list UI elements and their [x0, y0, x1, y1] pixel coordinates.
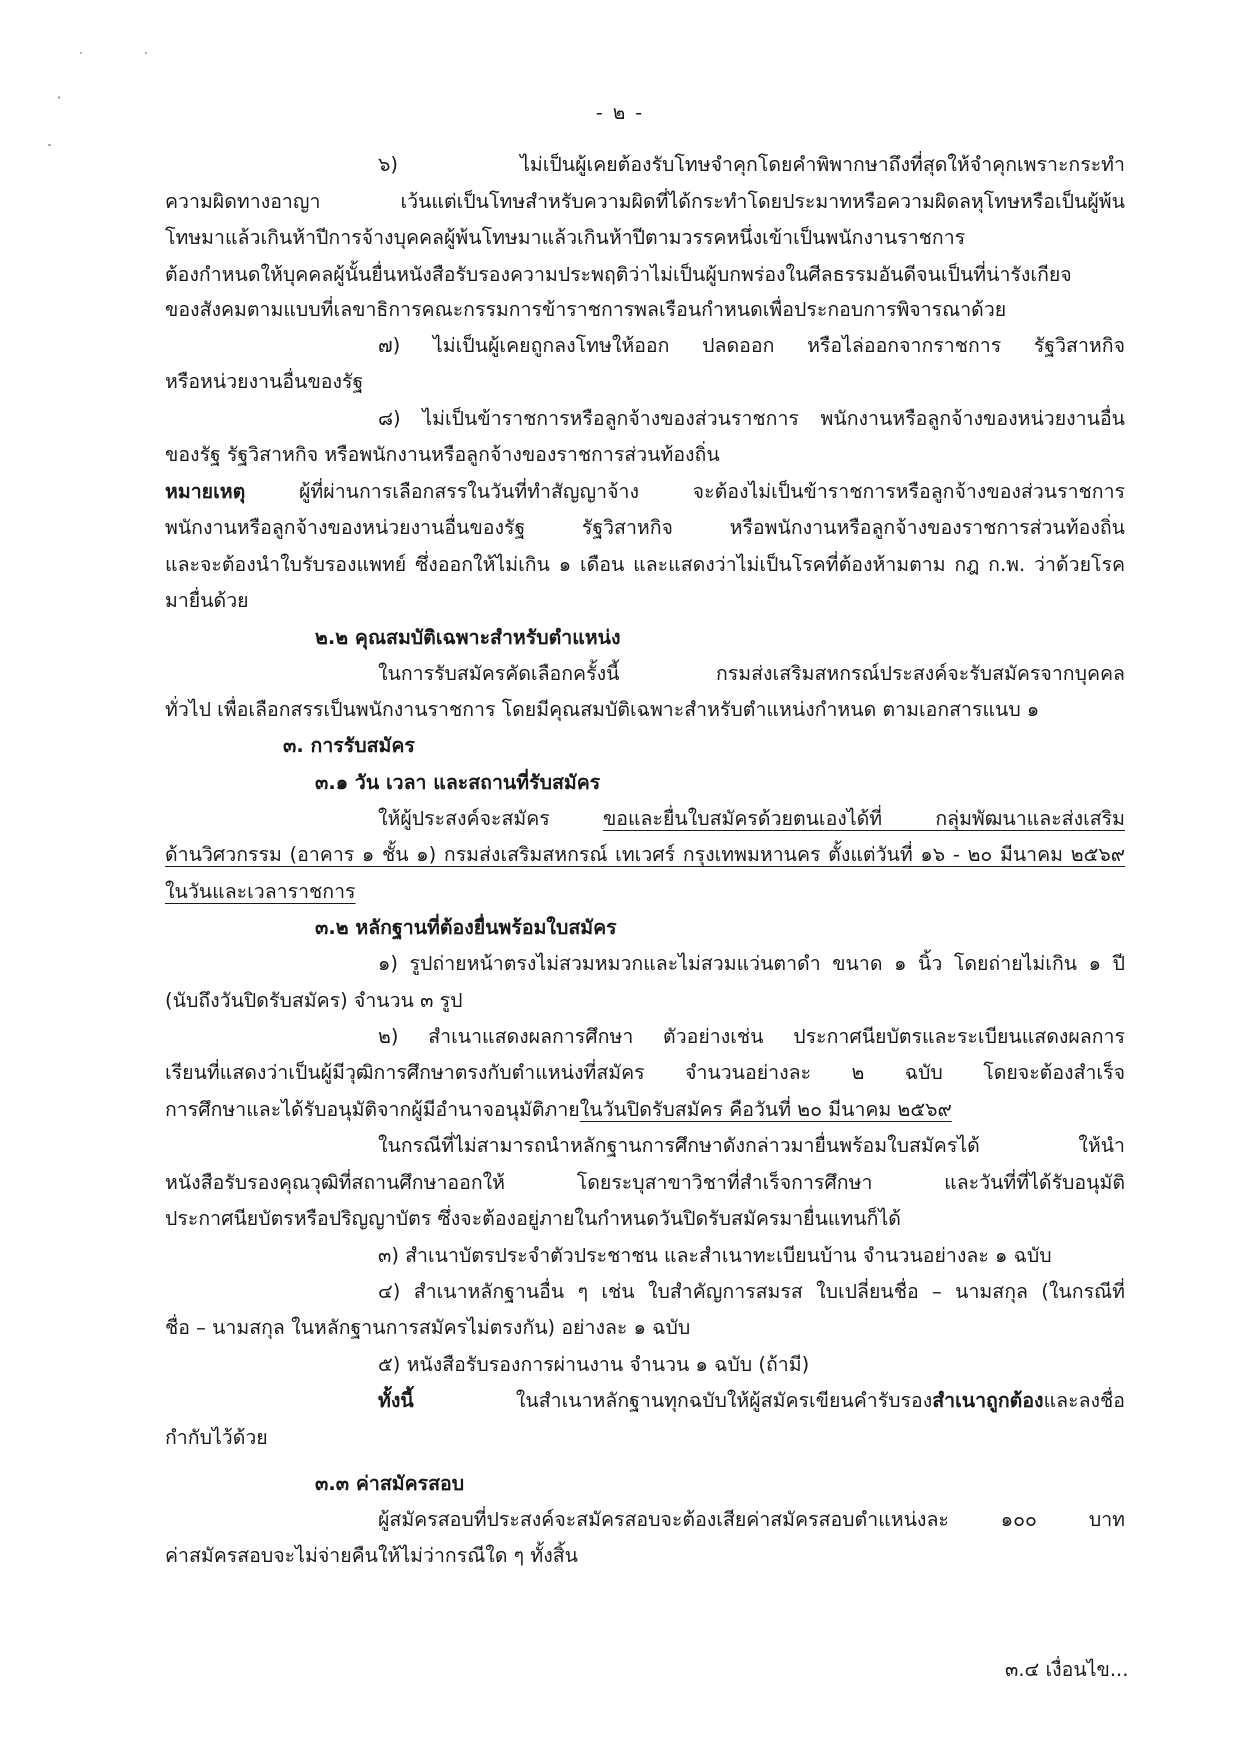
text-line: ชื่อ – นามสกุล ในหลักฐานการสมัครไม่ตรงกัน) อย่างละ ๑ ฉบับ	[165, 1316, 691, 1339]
section-heading: ๓.๑ วัน เวลา และสถานที่รับสมัคร	[315, 771, 601, 794]
scan-speck	[48, 144, 51, 146]
scan-speck	[80, 52, 82, 54]
continuation-note: ๓.๔ เงื่อนไข...	[1005, 1658, 1129, 1681]
underlined-text: ขอและยื่นใบสมัครด้วยตนเองได้ที่ กลุ่มพัฒนาและส่งเสริม	[602, 807, 1125, 830]
text-line: หรือหน่วยงานอื่นของรัฐ	[165, 370, 364, 393]
section-heading: ๓.๒ หลักฐานที่ต้องยื่นพร้อมใบสมัคร	[315, 916, 617, 939]
text-line: กำกับไว้ด้วย	[165, 1426, 268, 1449]
text-line: ทั่วไป เพื่อเลือกสรรเป็นพนักงานราชการ โดยมีคุณสมบัติเฉพาะสำหรับตำแหน่งกำหนด ตามเอกสารแนบ ๑	[165, 698, 1040, 721]
underlined-text: ในวันปิดรับสมัคร คือวันที่ ๒๐ มีนาคม ๒๕๖๙	[579, 1098, 952, 1121]
text-line: ๗) ไม่เป็นผู้เคยถูกลงโทษให้ออก ปลดออก หรือไล่ออกจากราชการ รัฐวิสาหกิจ	[378, 334, 1125, 357]
text-span: การศึกษาและได้รับอนุมัติจากผู้มีอำนาจอนุมัติภาย	[165, 1098, 580, 1121]
text-line: ๔) สำเนาหลักฐานอื่น ๆ เช่น ใบสำคัญการสมรส ใบเปลี่ยนชื่อ – นามสกุล (ในกรณีที่	[378, 1280, 1125, 1303]
text-span: ให้ผู้ประสงค์จะสมัคร	[378, 807, 603, 830]
text-line	[165, 1092, 1125, 1128]
text-line: ๘) ไม่เป็นข้าราชการหรือลูกจ้างของส่วนราชการ พนักงานหรือลูกจ้างของหน่วยงานอื่น	[378, 407, 1125, 430]
text-line	[165, 474, 1125, 510]
bold-text: สำเนาถูกต้อง	[932, 1389, 1044, 1412]
text-line: เรียนที่แสดงว่าเป็นผู้มีวุฒิการศึกษาตรงกับตำแหน่งที่สมัคร จำนวนอย่างละ ๒ ฉบับ โดยจะต้องสำเร็จ	[165, 1061, 1125, 1084]
text-line: ๓) สำเนาบัตรประจำตัวประชาชน และสำเนาทะเบียนบ้าน จำนวนอย่างละ ๑ ฉบับ	[378, 1244, 1052, 1267]
text-line: ๑) รูปถ่ายหน้าตรงไม่สวมหมวกและไม่สวมแว่นตาดำ ขนาด ๑ นิ้ว โดยถ่ายไม่เกิน ๑ ปี	[378, 952, 1125, 975]
text-line: พนักงานหรือลูกจ้างของหน่วยงานอื่นของรัฐ รัฐวิสาหกิจ หรือพนักงานหรือลูกจ้างของราชการส่วนท้องถิ่น	[165, 516, 1125, 539]
underlined-text: ด้านวิศวกรรม (อาคาร ๑ ชั้น ๑) กรมส่งเสริมสหกรณ์ เทเวศร์ กรุงเทพมหานคร ตั้งแต่วันที่ ๑๖ - ๒๐ มีนาคม ๒๕๖๙	[165, 843, 1125, 866]
scan-speck	[145, 52, 147, 54]
scan-speck	[58, 96, 60, 99]
text-line: ต้องกำหนดให้บุคคลผู้นั้นยื่นหนังสือรับรองความประพฤติว่าไม่เป็นผู้บกพร่องในศีลธรรมอันดีจนเป็นที่น่ารังเกียจ	[165, 263, 1072, 286]
text-line: (นับถึงวันปิดรับสมัคร) จำนวน ๓ รูป	[165, 989, 463, 1012]
text-line: ประกาศนียบัตรหรือปริญญาบัตร ซึ่งจะต้องอยู่ภายในกำหนดวันปิดรับสมัครมายื่นแทนก็ได้	[165, 1207, 901, 1230]
text-line: ผู้สมัครสอบที่ประสงค์จะสมัครสอบจะต้องเสียค่าสมัครสอบตำแหน่งละ ๑๐๐ บาท	[378, 1508, 1125, 1531]
text-line: ๕) หนังสือรับรองการผ่านงาน จำนวน ๑ ฉบับ (ถ้ามี)	[378, 1353, 810, 1376]
bold-text: ทั้งนี้	[378, 1389, 414, 1412]
text-line: โทษมาแล้วเกินห้าปีการจ้างบุคคลผู้พ้นโทษมาแล้วเกินห้าปีตามวรรคหนึ่งเข้าเป็นพนักงานราชการ	[165, 226, 966, 249]
section-heading: ๓. การรับสมัคร	[283, 734, 415, 757]
text-line: ของสังคมตามแบบที่เลขาธิการคณะกรรมการข้าราชการพลเรือนกำหนดเพื่อประกอบการพิจารณาด้วย	[165, 298, 1007, 321]
text-line	[165, 837, 1125, 873]
text-line: หนังสือรับรองคุณวุฒิที่สถานศึกษาออกให้ โดยระบุสาขาวิชาที่สำเร็จการศึกษา และวันที่ที่ได้รับอนุมัติ	[165, 1171, 1125, 1194]
text-line: ๖) ไม่เป็นผู้เคยต้องรับโทษจำคุกโดยคำพิพากษาถึงที่สุดให้จำคุกเพราะกระทำ	[378, 153, 1125, 176]
section-heading: ๒.๒ คุณสมบัติเฉพาะสำหรับตำแหน่ง	[315, 626, 621, 649]
text-line	[378, 1383, 1125, 1419]
text-span: ในสำเนาหลักฐานทุกฉบับให้ผู้สมัครเขียนคำรับรอง	[413, 1389, 933, 1412]
text-line: ค่าสมัครสอบจะไม่จ่ายคืนให้ไม่ว่ากรณีใด ๆ ทั้งสิ้น	[165, 1544, 578, 1567]
text-line: ในกรณีที่ไม่สามารถนำหลักฐานการศึกษาดังกล่าวมายื่นพร้อมใบสมัครได้ ให้นำ	[378, 1134, 1125, 1157]
text-span: ผู้ที่ผ่านการเลือกสรรในวันที่ทำสัญญาจ้าง จะต้องไม่เป็นข้าราชการหรือลูกจ้างของส่วนราชการ	[245, 480, 1125, 503]
text-line: และจะต้องนำใบรับรองแพทย์ ซึ่งออกให้ไม่เกิน ๑ เดือน และแสดงว่าไม่เป็นโรคที่ต้องห้ามตาม กฎ ก.พ. ว่าด้วยโรค	[165, 553, 1125, 576]
bold-text: หมายเหตุ	[165, 480, 246, 503]
text-span: และลงชื่อ	[1043, 1389, 1125, 1412]
text-line: ของรัฐ รัฐวิสาหกิจ หรือพนักงานหรือลูกจ้างของราชการส่วนท้องถิ่น	[165, 443, 720, 466]
text-line	[165, 874, 1125, 910]
section-heading: ๓.๓ ค่าสมัครสอบ	[315, 1472, 465, 1495]
underlined-text: ในวันและเวลาราชการ	[165, 880, 356, 903]
text-line: มายื่นด้วย	[165, 589, 249, 612]
page-number: - ๒ -	[595, 102, 645, 124]
text-line: ความผิดทางอาญา เว้นแต่เป็นโทษสำหรับความผิดที่ได้กระทำโดยประมาทหรือความผิดลหุโทษหรือเป็นผู้พ้น	[165, 190, 1125, 213]
text-line: ในการรับสมัครคัดเลือกครั้งนี้ กรมส่งเสริมสหกรณ์ประสงค์จะรับสมัครจากบุคคล	[378, 662, 1125, 685]
text-line: ๒) สำเนาแสดงผลการศึกษา ตัวอย่างเช่น ประกาศนียบัตรและระเบียนแสดงผลการ	[378, 1025, 1125, 1048]
text-line	[378, 801, 1125, 837]
